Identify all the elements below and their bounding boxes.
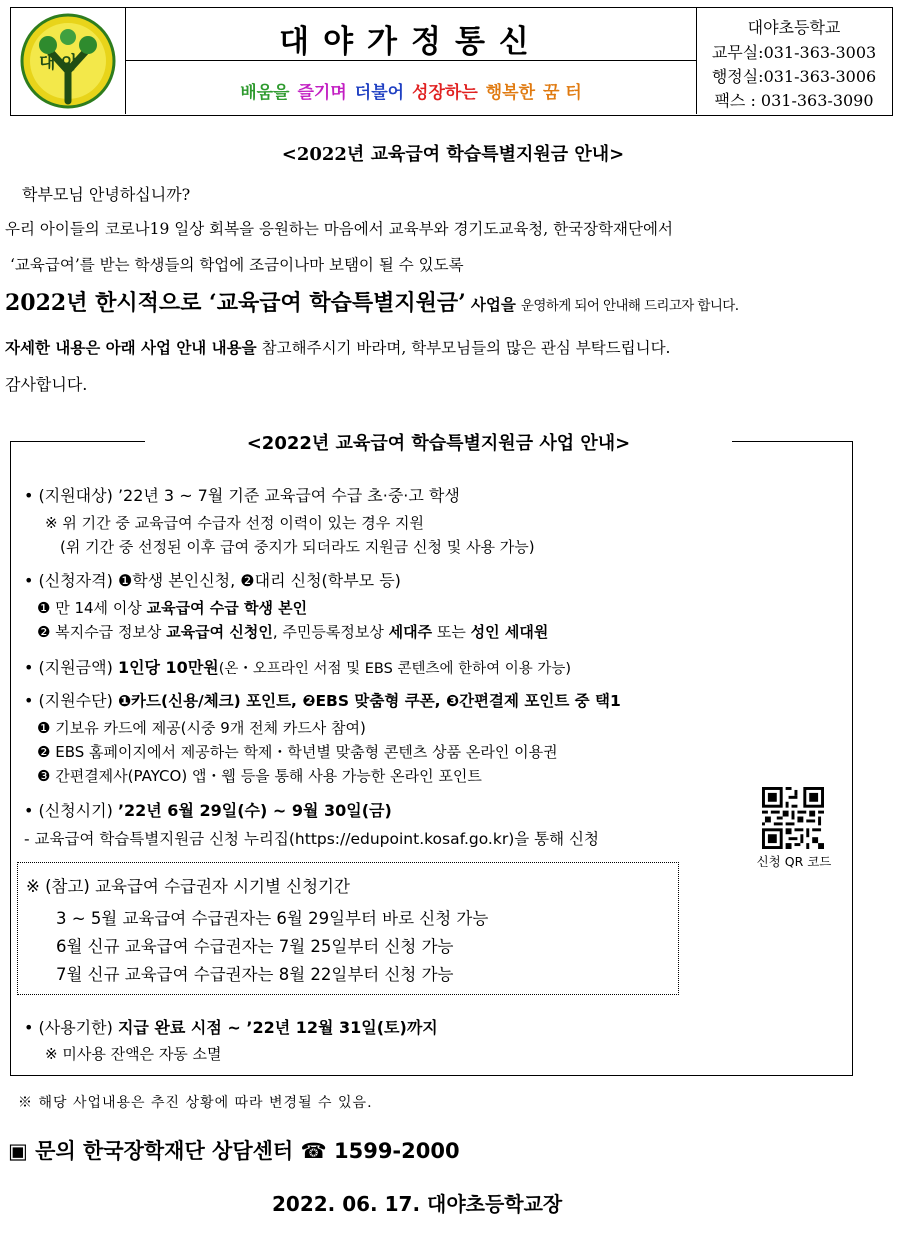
school-motto [126,78,696,103]
text-part: ❶ 만 14세 이상 [37,599,142,617]
item-label: • (지원대상) [24,486,113,505]
item-text: (온・오프라인 서점 및 EBS 콘텐츠에 한하여 이용 가능) [218,661,572,677]
text-part: 또는 [436,623,466,641]
inquiry-line: ▣ 문의 한국장학재단 상담센터 ☎ 1599-2000 [8,1139,460,1163]
item-text: ❶카드(신용/체크) 포인트, ❷EBS 맞춤형 쿠폰, ❸간편결제 포인트 중 택1 [117,692,621,710]
logo-cell [11,8,126,114]
contact-line: 교무실:031-363-3003 [711,43,877,62]
item-bold: ’22년 6월 29일(수) ~ 9월 30일(금) [117,801,392,820]
thanks: 감사합니다. [5,375,88,394]
newsletter-header [10,7,893,116]
target-row [24,483,460,506]
motto-word: 배움을 [240,83,290,103]
notice-title: <2022년 교육급여 학습특별지원금 안내> [281,144,625,165]
means-item: ❷ EBS 홈페이지에서 제공하는 학제・학년별 맞춤형 콘텐츠 상품 온라인 이용권 [37,743,558,761]
item-bold: 지급 완료 시점 ~ ’22년 12월 31일(토)까지 [117,1018,438,1037]
means-row [24,688,621,711]
reference-title: ※ (참고) 교육급여 수급권자 시기별 신청기간 [26,877,350,896]
contact-cell [697,8,891,114]
intro-rest: 운영하게 되어 안내해 드리고자 합니다. [520,298,739,314]
intro-line: ‘교육급여’를 받는 학생들의 학업에 조금이나마 보탬이 될 수 있도록 [10,256,464,274]
period-row [24,798,392,821]
reference-line: 3 ~ 5월 교육급여 수급권자는 6월 29일부터 바로 신청 가능 [56,909,489,928]
item-text: ’22년 3 ~ 7월 기준 교육급여 수급 초·중·고 학생 [117,486,460,505]
reference-line: 6월 신규 교육급여 수급권자는 7월 25일부터 신청 가능 [56,937,454,956]
qr-code-icon[interactable] [762,787,824,849]
target-note: (위 기간 중 선정된 이후 급여 중지가 되더라도 지원금 신청 및 사용 가능) [60,538,535,556]
item-text: ❶학생 본인신청, ❷대리 신청(학부모 등) [117,571,401,590]
usage-row [24,1015,438,1038]
logo-text: 대야 [39,53,84,73]
intro-rest: 참고해주시기 바라며, 학부모님들의 많은 관심 부탁드립니다. [261,339,671,357]
item-label: • (지원수단) [24,691,113,710]
item-label: • (사용기한) [24,1018,113,1037]
eligibility-item [37,621,548,642]
text-bold: 세대주 [388,623,433,641]
motto-word: 더불어 [354,83,405,103]
intro-highlight-line [5,286,738,317]
text-part: ❷ 복지수급 정보상 [37,623,162,641]
intro-line: 우리 아이들의 코로나19 일상 회복을 응원하는 마음에서 교육부와 경기도교육청, 한국장학재단에서 [5,220,673,238]
intro-highlight: 2022년 한시적으로 ‘교육급여 학습특별지원금’ [5,290,466,316]
item-bold: 1인당 10만원 [117,658,219,677]
eligibility-item [37,597,307,618]
period-method: - 교육급여 학습특별지원금 신청 누리집(https://edupoint.kosaf.go.kr)을 통해 신청 [24,830,599,848]
eligibility-row [24,568,401,591]
motto-word: 성장하는 [412,83,478,103]
text-bold: 성인 세대원 [470,623,549,641]
target-note: ※ 위 기간 중 교육급여 수급자 선정 이력이 있는 경우 지원 [45,514,425,532]
usage-note: ※ 미사용 잔액은 자동 소멸 [45,1045,222,1063]
item-label: • (신청자격) [24,571,113,590]
newsletter-title: 대야가정통신 [279,24,543,60]
means-item: ❶ 기보유 카드에 제공(시중 9개 전체 카드사 참여) [37,719,366,737]
text-part: , 주민등록정보상 [272,623,384,641]
amount-row [24,655,571,678]
motto-word: 꿈 터 [543,83,582,103]
contact-line: 팩스 : 031-363-3090 [714,91,874,110]
motto-word: 즐기며 [297,83,347,103]
intro-bold: 사업을 [470,295,516,314]
box-title: <2022년 교육급여 학습특별지원금 사업 안내> [246,433,631,454]
text-bold: 교육급여 신청인 [166,623,273,641]
text-bold: 교육급여 수급 학생 본인 [146,599,308,617]
qr-label: 신청 QR 코드 [756,854,832,869]
intro-bold: 자세한 내용은 아래 사업 안내 내용을 [5,338,257,357]
footnote: ※ 해당 사업내용은 추진 상황에 따라 변경될 수 있음. [18,1095,373,1111]
means-item: ❸ 간편결제사(PAYCO) 앱・웹 등을 통해 사용 가능한 온라인 포인트 [37,767,482,785]
reference-line: 7월 신규 교육급여 수급권자는 8월 22일부터 신청 가능 [56,965,454,984]
greeting: 학부모님 안녕하십니까? [22,185,191,204]
item-label: • (신청시기) [24,801,113,820]
school-name: 대야초등학교 [747,18,841,37]
title-cell [126,8,697,114]
item-label: • (지원금액) [24,658,113,677]
contact-line: 행정실:031-363-3006 [711,67,877,86]
intro-detail-line [5,336,671,358]
motto-word: 행복한 [485,83,536,103]
signature: 2022. 06. 17. 대야초등학교장 [272,1192,563,1216]
